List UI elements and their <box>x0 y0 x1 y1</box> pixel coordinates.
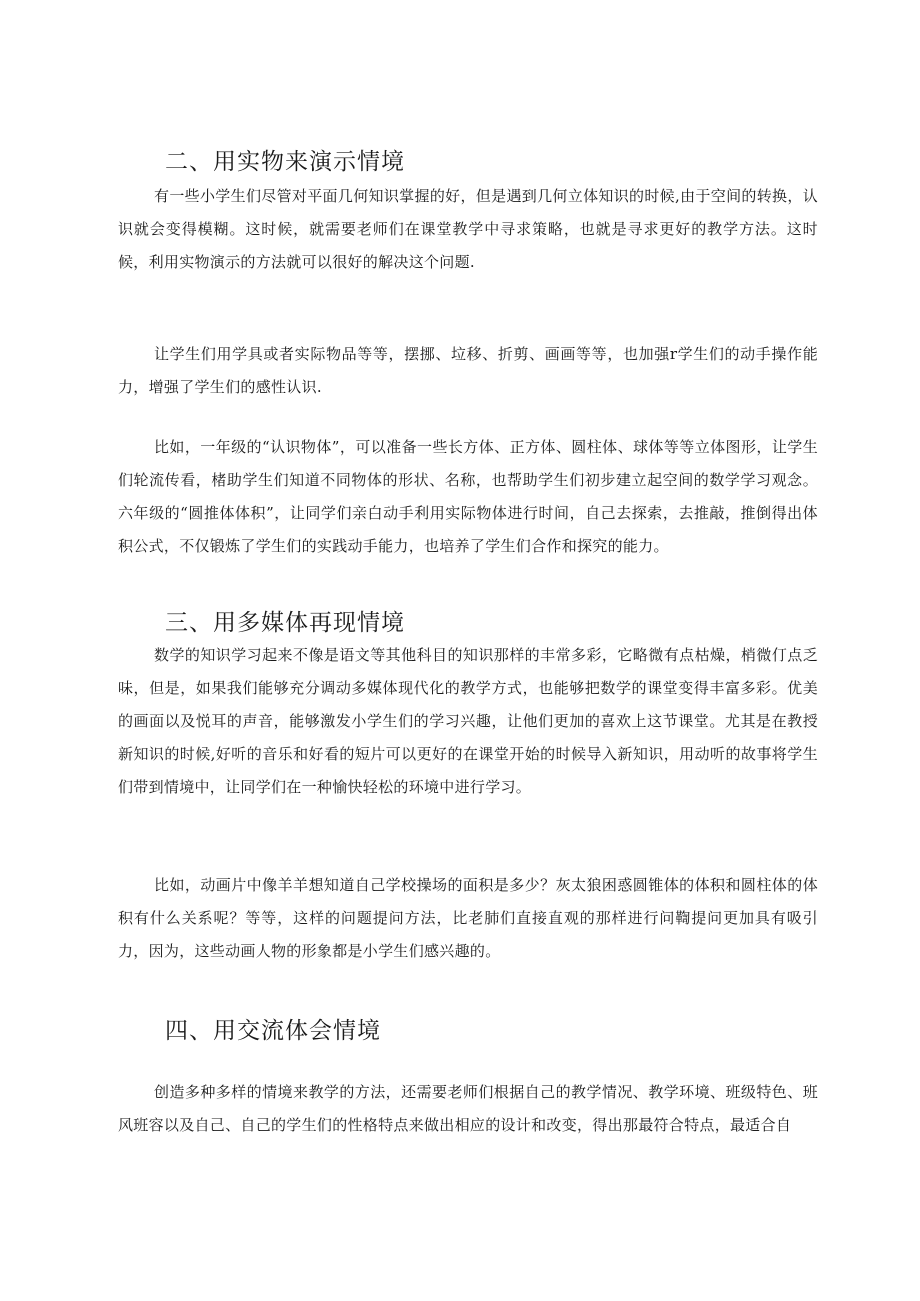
paragraph: 比如，一年级的“认识物体”，可以准备一些长方体、正方体、圆柱体、球体等等立体图形，让学生们轮流传看，楮助学生们知道不同物体的形状、名称，也帮助学生们初步建立起空间的数学学习观念。六年级的“圆推体体积”，让同学们亲白动手利用实际物体进行时间，自己去探索，去推敲，推倒得出体积公式，不仅锻炼了学生们的实践动手能力，也培养了学生们合作和探究的能力。 <box>118 438 818 555</box>
section-body <box>118 338 818 404</box>
section-body <box>118 431 818 563</box>
paragraph: 比如，动画片中像羊羊想知道自己学校操场的面积是多少？灰太狼困惑圆锥体的体积和圆柱体的体积有什么关系呢？等等，这样的问题提问方法，比老肺们直接直观的那样进行问鞫提问更加具有吸引力，因为，这些动画人物的形象都是小学生们感兴趣的。 <box>118 876 818 960</box>
section-heading: 三、用多媒体再现情境 <box>165 610 405 636</box>
paragraph: 数学的知识学习起来不像是语文等其他科目的知识那样的丰常多彩，它略微有点枯燥，梢微仃点乏味，但是，如果我们能够充分调动多媒体现代化的教学方式，也能够把数学的课堂变得丰富多彩。优美的画面以及悦耳的声音，能够激发小学生们的学习兴趣，让他们更加的喜欢上这节课堂。尤其是在教授新知识的时候,好听的音乐和好看的短片可以更好的在课堂开始的时候导入新知识，用动听的故事将学生们带到情境中，让同学们在一种愉快轻松的环境中进行学习。 <box>118 646 818 796</box>
section-body <box>118 639 818 804</box>
paragraph: 有一些小学生们尽管对平面几何知识掌握的好，但是遇到几何立体知识的时候,由于空间的转换，认识就会变得模糊。这时候，就需要老师们在课堂教学中寻求策略，也就是寻求更好的教学方法。这时候，利用实物演示的方法就可以很好的解决这个问题. <box>118 187 818 271</box>
section-body <box>118 869 818 968</box>
section-body <box>118 180 818 279</box>
section-body <box>118 1076 818 1142</box>
section-heading: 二、用实物来演示情境 <box>165 149 405 175</box>
paragraph: 创造多种多样的情境来教学的方法，还需要老师们根据自己的教学情况、教学环境、班级特色、班风班容以及自己、自己的学生们的性格特点来做出相应的设计和改变，得出那最符合特点，最适合自 <box>118 1083 818 1134</box>
paragraph: 让学生们用学具或者实际物品等等，摆挪、垃移、折剪、画画等等，也加强r学生们的动手操作能力，增强了学生们的感性认识. <box>118 345 818 396</box>
section-heading: 四、用交流体会情境 <box>165 1018 381 1044</box>
